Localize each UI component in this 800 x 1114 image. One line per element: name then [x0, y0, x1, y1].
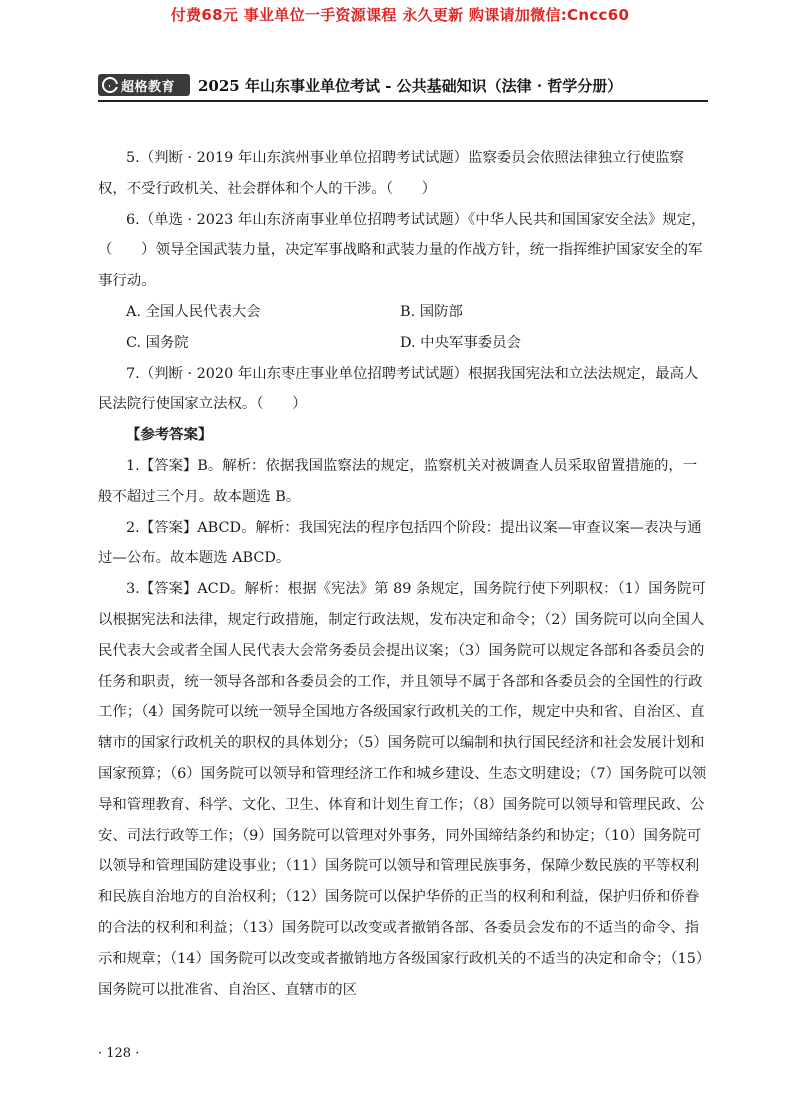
- top-banner: 付费68元 事业单位一手资源课程 永久更新 购课请加微信:Cncc60: [170, 6, 630, 24]
- logo-g-icon: [102, 77, 118, 93]
- header-title: 2025 年山东事业单位考试 - 公共基础知识（法律 · 哲学分册）: [198, 77, 623, 95]
- option-d: D. 中央军事委员会: [400, 334, 521, 351]
- q6-options-row-1: [98, 297, 710, 328]
- option-a: A. 全国人民代表大会: [126, 303, 261, 320]
- page-number: · 128 ·: [98, 1046, 140, 1061]
- brand-logo: [98, 74, 190, 96]
- question-6: 6.（单选 · 2023 年山东济南事业单位招聘考试试题）《中华人民共和国国家安全法》规定，（ ）领导全国武装力量，决定军事战略和武装力量的作战方针，统一指挥维护国家安全的军事行动。: [98, 211, 706, 290]
- option-c: C. 国务院: [126, 334, 189, 351]
- page-content: [98, 143, 710, 1005]
- answer-1: 1.【答案】B。解析：依据我国监察法的规定，监察机关对被调查人员采取留置措施的，一般不超过三个月。故本题选 B。: [98, 457, 698, 505]
- question-5: 5.（判断 · 2019 年山东滨州事业单位招聘考试试题）监察委员会依照法律独立行使监察权，不受行政机关、社会群体和个人的干涉。（ ）: [98, 150, 684, 197]
- q6-options-row-2: [98, 328, 710, 359]
- answer-2: 2.【答案】ABCD。解析：我国宪法的程序包括四个阶段：提出议案—审查议案—表决与通过—公布。故本题选 ABCD。: [98, 519, 702, 567]
- logo-text: 超格教育: [121, 79, 176, 95]
- option-b: B. 国防部: [400, 303, 463, 320]
- answers-heading: 【参考答案】: [126, 426, 213, 444]
- answer-3: 3.【答案】ACD。解析：根据《宪法》第 89 条规定，国务院行使下列职权：（1）国务院可以根据宪法和法律，规定行政措施，制定行政法规，发布决定和命令；（2）国务院可以向全国人民代表大会或者全国人民代表大会常务委员会提出议案；（3）国务院可以规定各部和各委员会的任务和职责，统一领导各部和各委员会的工作，并且领导不属于各部和各委员会的全国性的行政工作；（4）国务院可以统一领导全国地方各级国家行政机关的工作，规定中央和省、自治区、直辖市的国家行政机关的职权的具体划分；（5）国务院可以编制和执行国民经济和社会发展计划和国家预算；（6）国务院可以领导和管理经济工作和城乡建设、生态文明建设；（7）国务院可以领导和管理教育、科学、文化、卫生、体育和计划生育工作；（8）国务院可以领导和管理民政、公安、司法行政等工作；（9）国务院可以管理对外事务，同外国缔结条约和协定；（10）国务院可以领导和管理国防建设事业；（11）国务院可以领导和管理民族事务，保障少数民族的平等权利和民族自治地方的自治权利；（12）国务院可以保护华侨的正当的权利和利益，保护归侨和侨眷的合法的权利和利益；（13）国务院可以改变或者撤销各部、各委员会发布的不适当的命令、指示和规章；（14）国务院可以改变或者撤销地方各级国家行政机关的不适当的决定和命令；（15）国务院可以批准省、自治区、直辖市的区: [98, 581, 707, 998]
- page-header: [98, 74, 708, 102]
- question-7: 7.（判断 · 2020 年山东枣庄事业单位招聘考试试题）根据我国宪法和立法法规定，最高人民法院行使国家立法权。（ ）: [98, 365, 699, 413]
